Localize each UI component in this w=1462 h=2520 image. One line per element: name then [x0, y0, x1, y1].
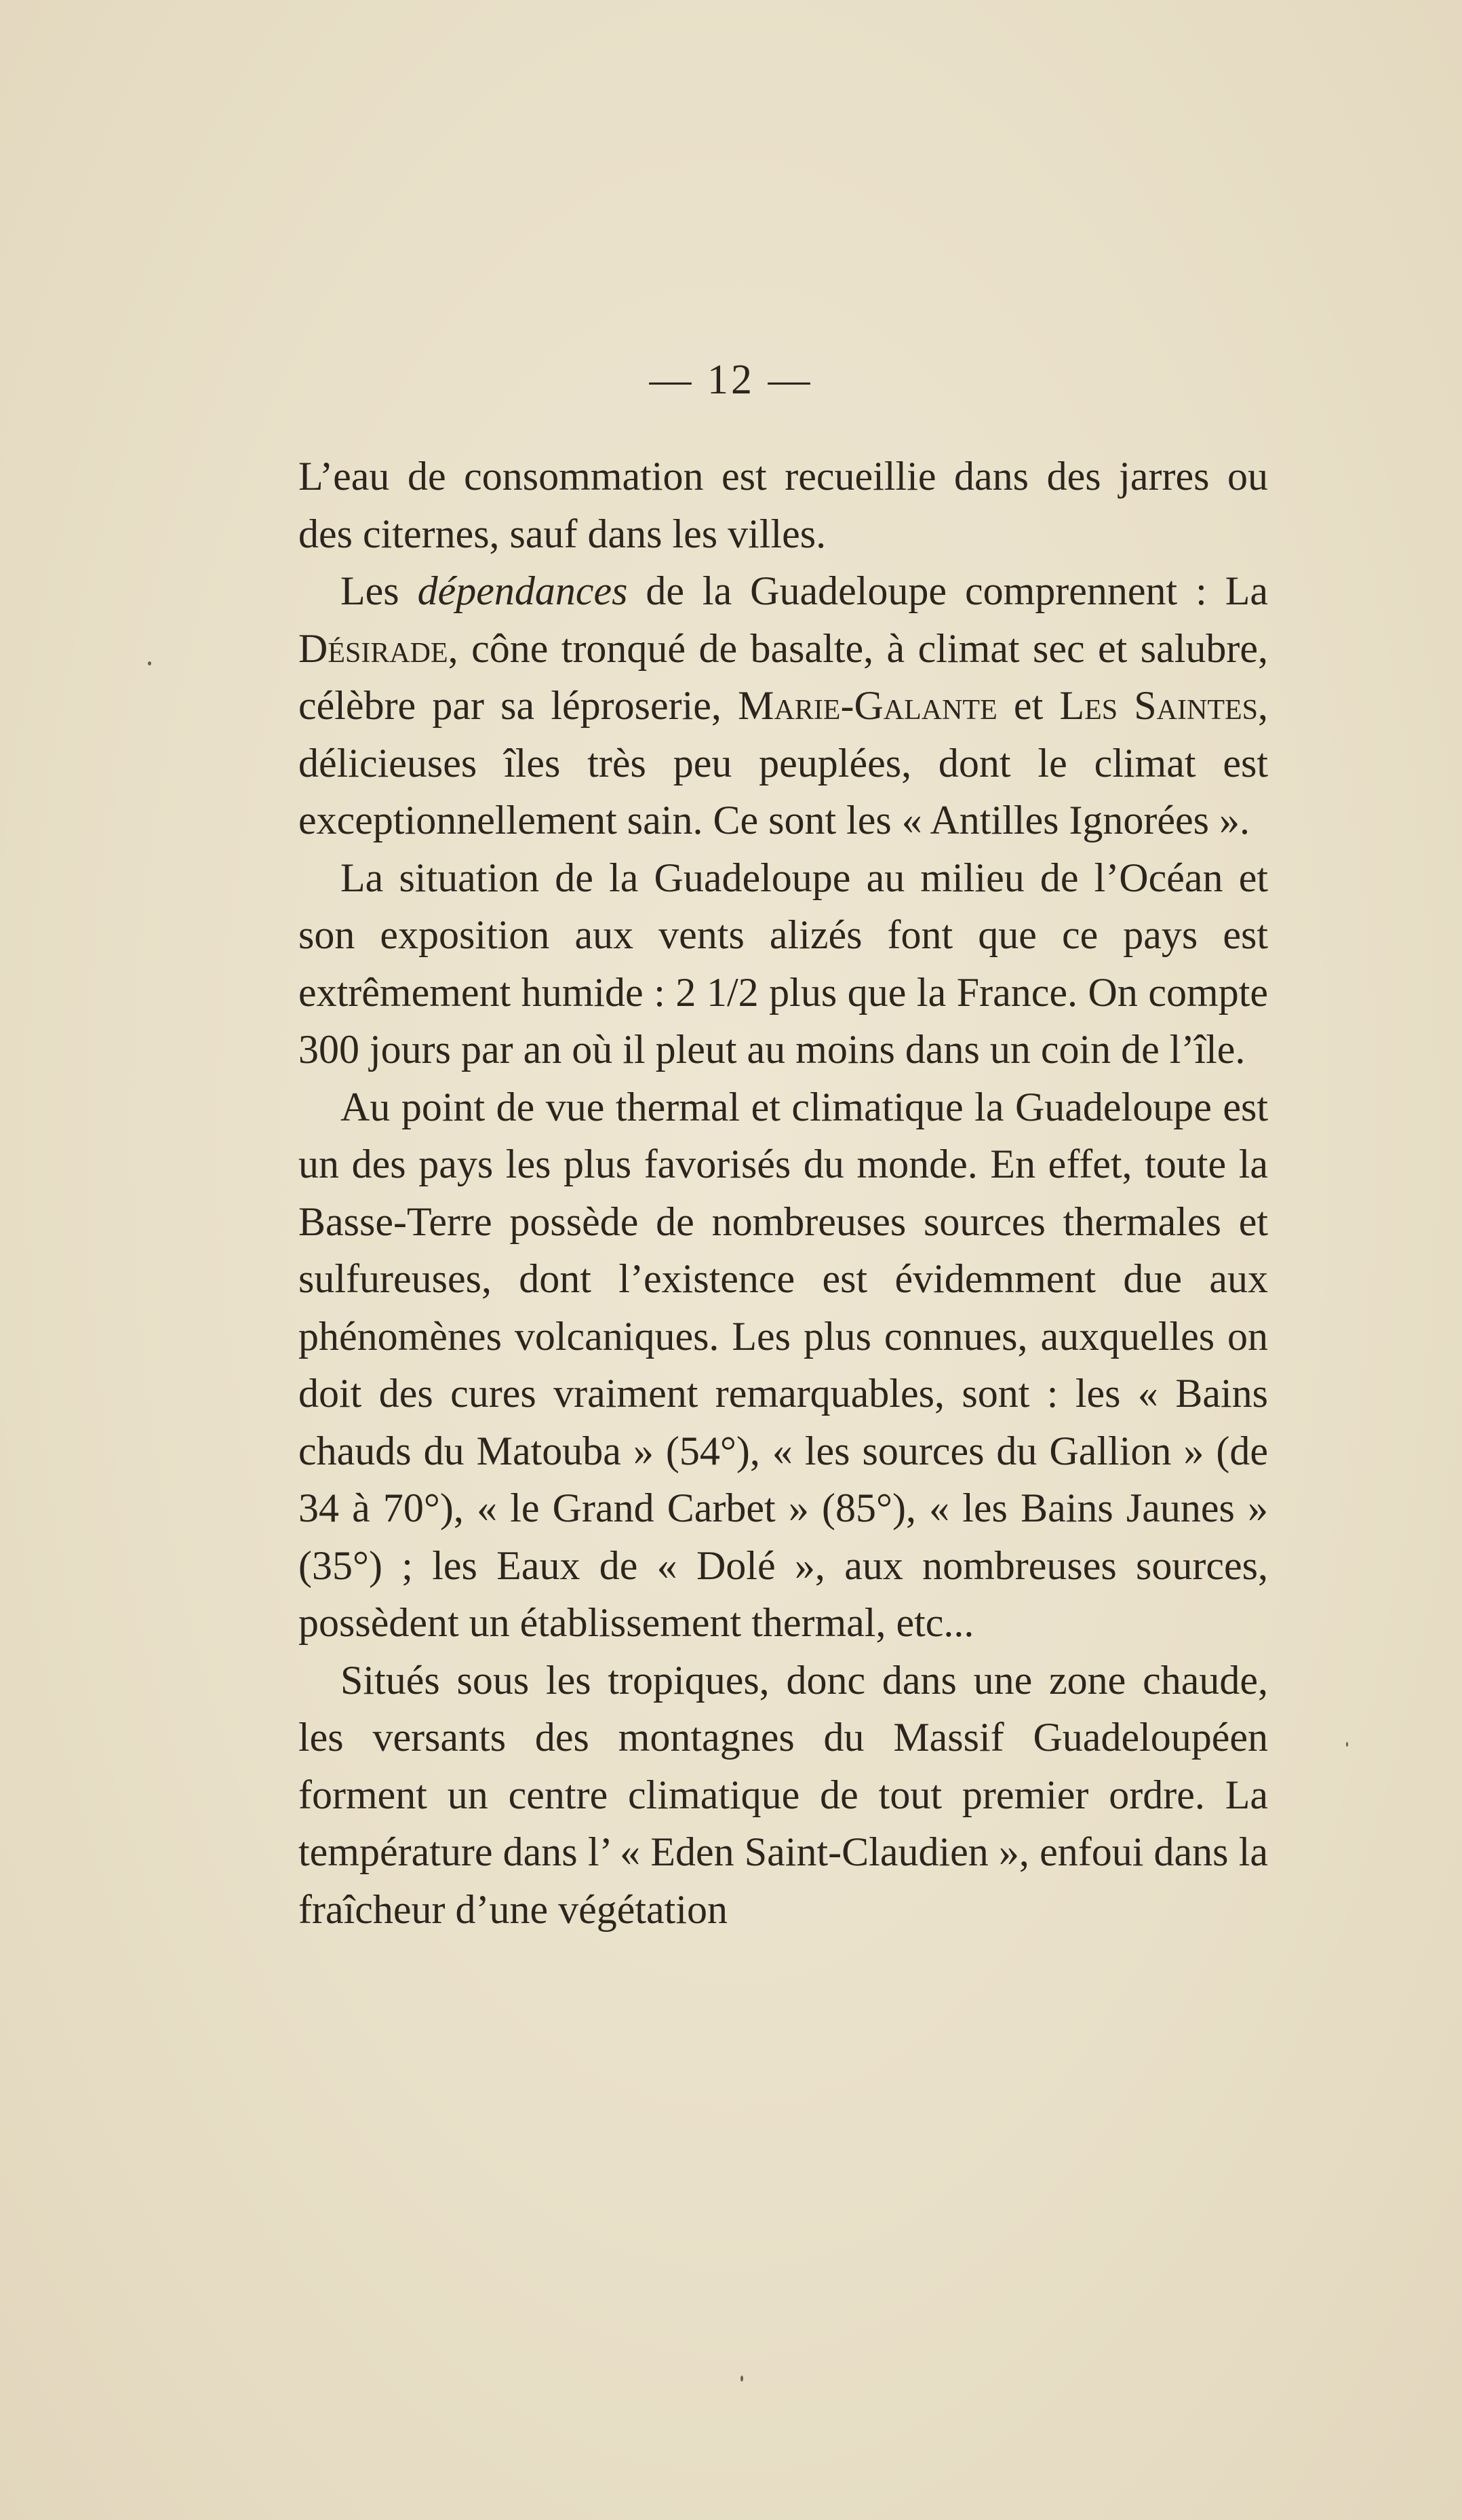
page-number: — 12 — [649, 357, 813, 403]
dependencies-text-1: Les [340, 568, 418, 613]
paragraph-climate: Situés sous les tropiques, donc dans une zone chaude, les versants des montagnes du Massif Guadeloupéen forment un centre climatique de tout premier ordre. La température dans l’ « Eden Saint-Claudien », enfoui dans la fraîcheur d’une végétation [298, 1657, 1268, 1932]
dependencies-text-4: et [997, 683, 1060, 728]
paper-speck [740, 2376, 743, 2382]
island-marie-galante: Marie-Galante [738, 683, 997, 728]
dependencies-emphasis: dépendances [417, 568, 628, 613]
body-text [298, 448, 1268, 1938]
paragraph-water: L’eau de consommation est recueillie dans des jarres ou des citernes, sauf dans les villes. [298, 454, 1268, 556]
island-les-saintes: Les Saintes [1059, 683, 1258, 728]
paper-speck [148, 661, 151, 665]
paragraph-thermal: Au point de vue thermal et climatique la Guadeloupe est un des pays les plus favorisés du monde. En effet, toute la Basse-Terre possède de nombreuses sources thermales et sulfureuses, dont l’existence est évidemment due aux phénomènes volcaniques. Les plus connues, auxquelles on doit des cures vraiment remarquables, sont : les « Bains chauds du Matouba » (54°), « les sources du Gallion » (de 34 à 70°), « le Grand Carbet » (85°), « les Bains Jaunes » (35°) ; les Eaux de « Dolé », aux nombreuses sources, possèdent un établissement thermal, etc... [298, 1084, 1268, 1645]
dependencies-text-2: de la Guadeloupe comprennent : La [627, 568, 1268, 613]
island-desirade: Désirade [298, 625, 448, 671]
dependencies-text-3: , cône tronqué de basalte, à climat sec et salubre, célèbre par sa léproserie, [298, 625, 1268, 728]
dependencies-text-5: , délicieuses îles très peu peuplées, dont le climat est exceptionnellement sain. Ce sont les « Antilles Ignorées ». [298, 683, 1268, 842]
paper-speck [1346, 1742, 1348, 1747]
paragraph-dependencies [298, 562, 1268, 849]
paragraph-humidity: La situation de la Guadeloupe au milieu de l’Océan et son exposition aux vents alizés font que ce pays est extrêmement humide : 2 1/2 plus que la France. On compte 300 jours par an où il pleut au moins dans un coin de l’île. [298, 855, 1268, 1072]
